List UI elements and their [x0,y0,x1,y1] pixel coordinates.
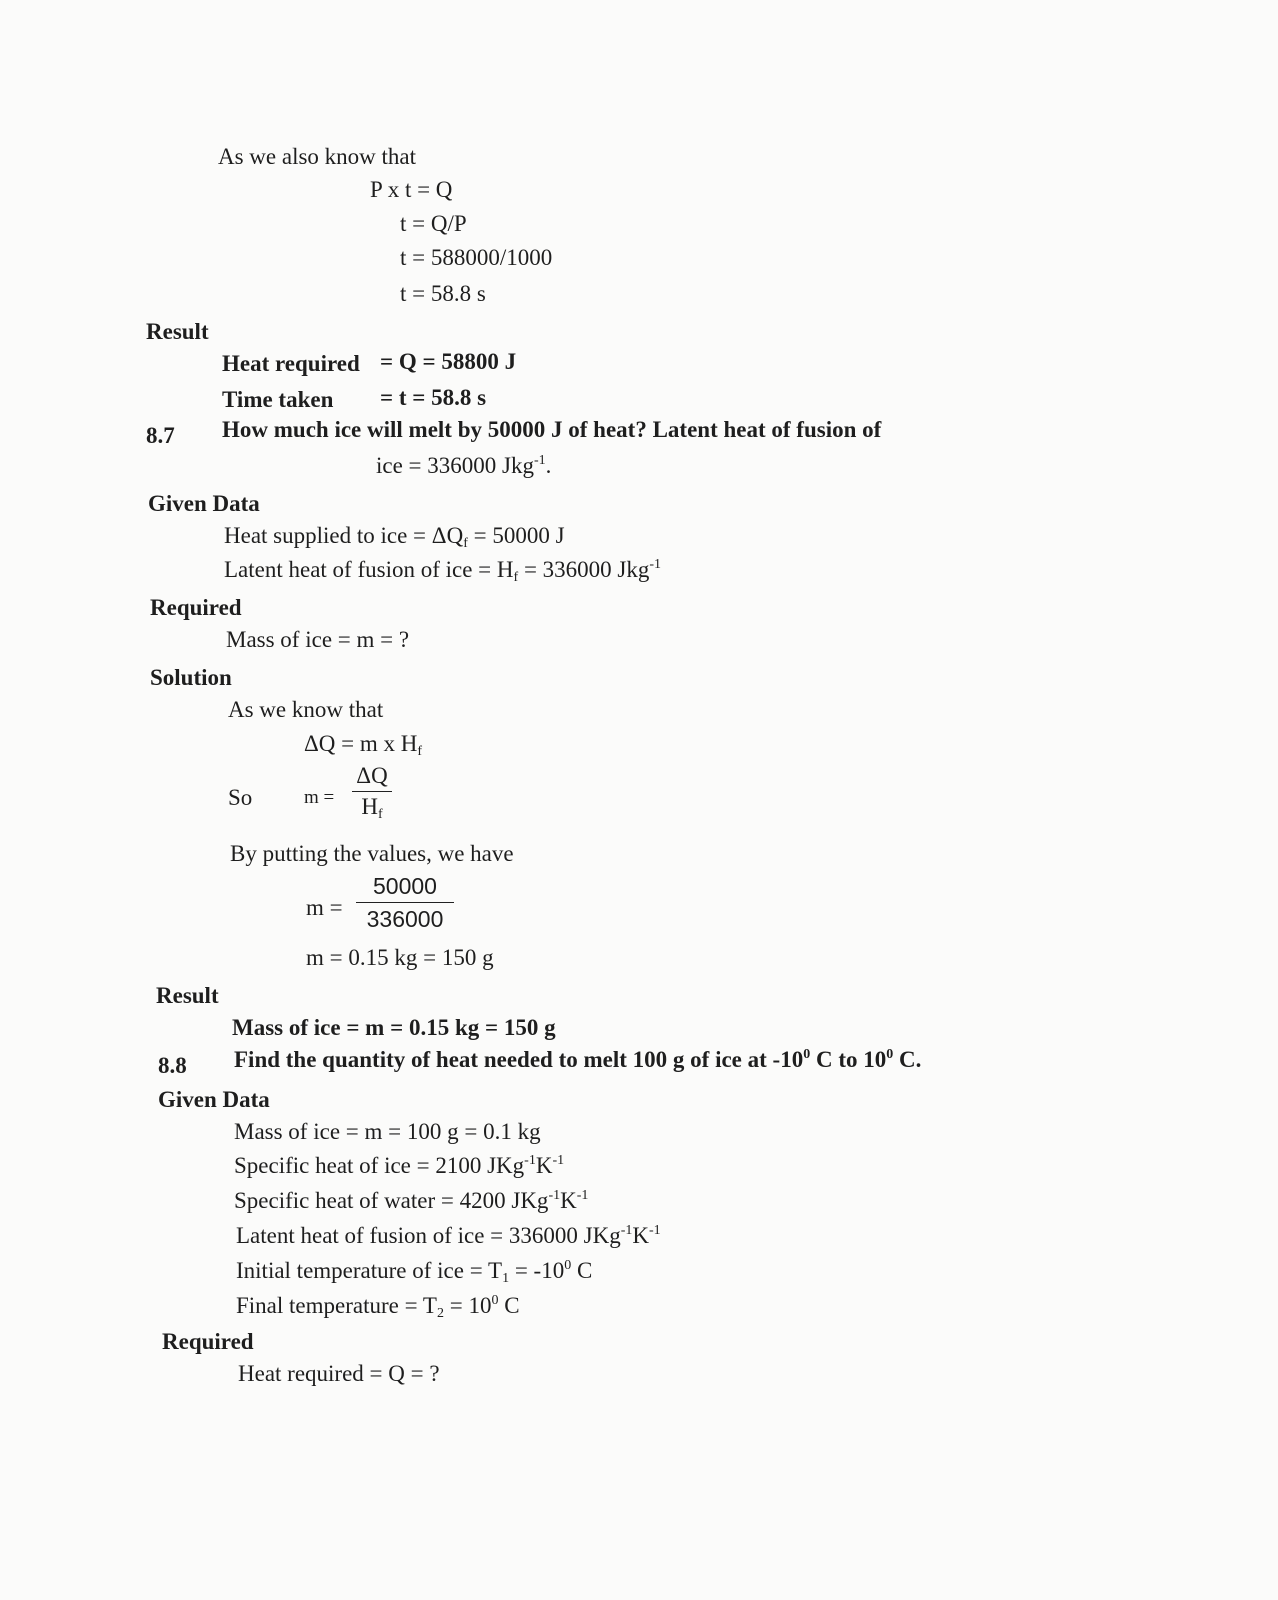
given-line [234,1152,564,1180]
question-text [234,1046,921,1074]
fraction-bar [356,902,454,903]
given-line [236,1222,661,1250]
superscript: -1 [524,1153,536,1168]
m-equals: m = [304,787,335,808]
given-line: Mass of ice = m = 100 g = 0.1 kg [234,1119,541,1144]
text-span: = 50000 J [467,523,565,548]
text-span: ΔQ = m x H [304,731,418,756]
subscript: f [377,807,383,822]
text-span: Initial temperature of ice = T [236,1258,503,1283]
given-line [224,522,565,550]
fraction-numerator: 50000 [373,873,437,899]
result-line: Mass of ice = m = 0.15 kg = 150 g [232,1015,556,1040]
so-label: So [228,785,253,810]
required-line: Heat required = Q = ? [238,1361,440,1386]
given-line [234,1187,588,1215]
section-heading: Required [150,595,242,620]
given-line [224,556,661,584]
fraction-bar [352,791,392,792]
superscript: -1 [576,1188,589,1203]
given-line [236,1292,520,1320]
text-span: C [498,1293,520,1318]
superscript: -1 [620,1223,633,1238]
text-span: C [571,1258,593,1283]
superscript: 0 [564,1258,572,1273]
text-span: ice = 336000 Jkg [376,453,534,478]
text-span: = -10 [509,1258,565,1283]
equation-line: t = 588000/1000 [400,245,553,270]
text-span: Find the quantity of heat needed to melt 100 g of ice at -10 [234,1047,804,1072]
equation-line: P x t = Q [370,177,453,202]
section-heading: Solution [150,665,232,690]
question-text: How much ice will melt by 50000 J of heat? Latent heat of fusion of [222,417,882,442]
solution-intro: As we know that [228,697,384,722]
superscript: 0 [491,1293,499,1308]
section-heading: Result [156,983,219,1008]
fraction-values [356,872,454,933]
text-span: . [545,453,552,478]
fraction-denominator: 336000 [366,906,444,932]
result-time-label: Time taken [222,387,334,412]
text-span: Final temperature = T [236,1293,437,1318]
result-time-value: = t = 58.8 s [380,385,487,410]
question-number: 8.8 [158,1053,187,1078]
subscript: 2 [436,1306,444,1321]
superscript: -1 [649,1223,661,1238]
superscript: -1 [552,1153,565,1168]
m-equals: m = [306,895,343,920]
fraction-numerator: ΔQ [356,763,388,788]
subscript: 1 [502,1271,510,1286]
text-span: C to 10 [810,1047,887,1072]
text-span: K [535,1153,553,1178]
fraction-delta-q-over-hf [352,762,392,821]
section-heading: Required [162,1329,254,1354]
result-heat-value: = Q = 58800 J [380,349,517,374]
final-answer-line: m = 0.15 kg = 150 g [306,945,494,970]
text-span: Heat supplied to ice = ΔQ [224,523,464,548]
fraction-denominator [352,793,392,821]
section-heading: Result [146,319,209,344]
superscript: -1 [649,557,662,572]
section-heading: Given Data [158,1087,270,1112]
text-span: K [560,1188,577,1213]
putting-values-text: By putting the values, we have [230,841,514,866]
subscript: f [463,536,468,551]
question-text-line2 [376,452,551,480]
text-span: H [361,794,378,819]
text-span: C. [893,1047,922,1072]
text-span: Specific heat of ice = 2100 JKg [234,1153,525,1178]
text-span: = 336000 Jkg [518,557,650,582]
text-span: = 10 [443,1293,492,1318]
equation-line: t = Q/P [400,211,467,236]
equation-line: t = 58.8 s [400,281,486,306]
section-heading: Given Data [148,491,260,516]
superscript: -1 [548,1188,561,1203]
superscript: -1 [533,453,546,468]
given-line [236,1257,592,1285]
text-span: Specific heat of water = 4200 JKg [234,1188,549,1213]
superscript: 0 [803,1047,811,1062]
text-span: K [632,1223,650,1248]
subscript: f [417,744,423,759]
text-span: Latent heat of fusion of ice = H [224,557,514,582]
intro-text: As we also know that [218,144,417,169]
required-line: Mass of ice = m = ? [226,627,410,652]
subscript: f [513,570,519,585]
equation-line [304,730,422,758]
text-span: Latent heat of fusion of ice = 336000 JKg [236,1223,621,1248]
question-number: 8.7 [146,423,175,448]
superscript: 0 [886,1047,894,1062]
result-heat-label: Heat required [222,351,360,376]
